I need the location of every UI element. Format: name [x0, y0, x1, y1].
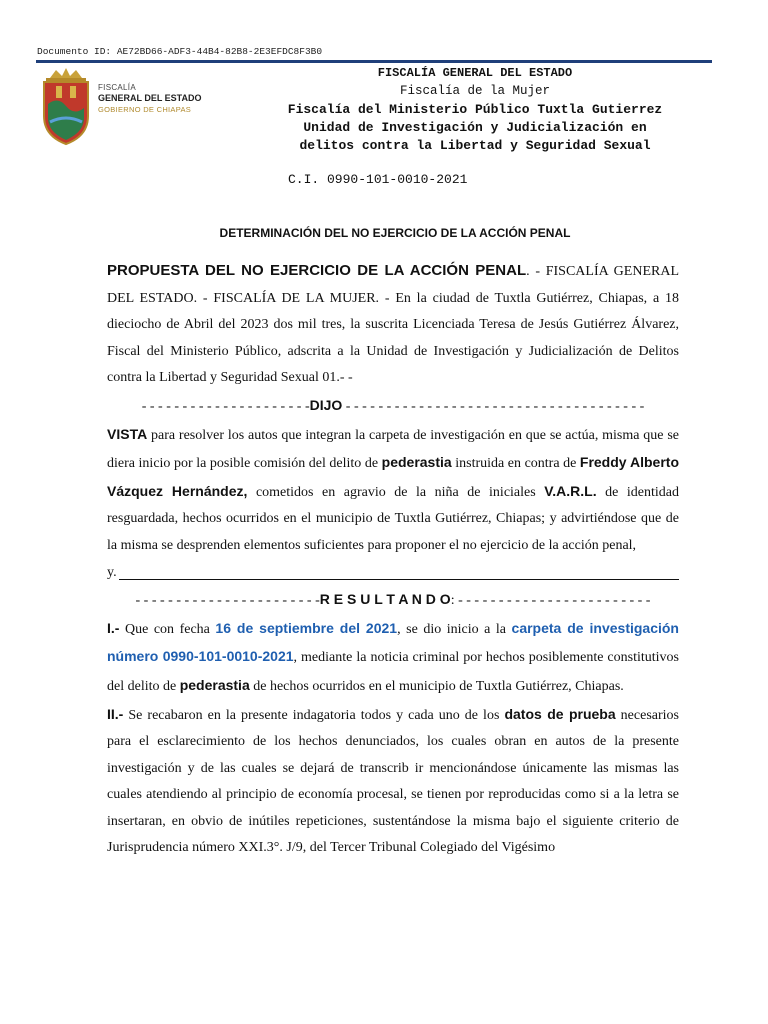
header-rule: [36, 60, 712, 63]
item-2-datos: datos de prueba: [504, 705, 616, 722]
item-1-text-2: , se dio inicio a la: [397, 621, 512, 637]
item-1-carpeta: carpeta de investigación número 0990-101-0010-2021: [107, 619, 679, 665]
resultando-dashes-left: - - - - - - - - - - - - - - - - - - - - - - -: [135, 593, 320, 609]
fiscalia-logo: [40, 66, 210, 146]
accused-name: Freddy Alberto Vázquez Hernández,: [107, 454, 679, 499]
resultando-divider: [107, 586, 679, 615]
case-number: C.I. 0990-101-0010-2021: [288, 172, 468, 187]
dijo-dashes-right: - - - - - - - - - - - - - - - - - - - - - - - - - - - - - - - - - - - - -: [342, 398, 645, 414]
item-1-text-3: , mediante la noticia criminal por hechos posiblemente constitutivos del delito de: [107, 650, 679, 694]
item-1-delito: pederastia: [179, 676, 250, 693]
header-line-5: delitos contra la Libertad y Seguridad Sexual: [299, 138, 651, 153]
header-line-3: Fiscalía del Ministerio Público Tuxtla Gutierrez: [287, 102, 663, 117]
item-1-number: I.-: [107, 619, 120, 636]
document-id: Documento ID: AE72BD66-ADF3-44B4-82B8-2E3EFDC8F3B0: [37, 46, 323, 57]
vista-text-1: para resolver los autos que integran la carpeta de investigación en que se actúa, misma que se diera inicio por la posible comisión del delito de: [107, 427, 679, 472]
item-2-number: II.-: [107, 705, 124, 722]
vista-text-2: instruida en contra de: [451, 456, 580, 472]
document-body: [107, 258, 679, 862]
header-line-4: Unidad de Investigación y Judicialización en: [303, 120, 647, 135]
dijo-divider: [107, 392, 679, 421]
vista-paragraph: [107, 421, 679, 560]
item-2-text-1: Se recabaron en la presente indagatoria todos y cada uno de los: [123, 707, 505, 723]
logo-line-1: FISCALÍA: [98, 83, 136, 92]
vista-text-4: de identidad resguardada, hechos ocurridos en el municipio de Tuxtla Gutiérrez, Chiapas; y advirtiéndose que de la misma se desprenden elementos suficientes para proponer el no ejercicio de la acción penal,: [107, 484, 680, 553]
item-2-paragraph: [107, 701, 679, 863]
vista-text-3: cometidos en agravio de la niña de iniciales: [247, 484, 545, 500]
item-1-paragraph: [107, 615, 679, 701]
header-block: [240, 101, 710, 155]
dijo-label: DIJO: [309, 396, 343, 413]
dijo-dashes-left: - - - - - - - - - - - - - - - - - - - - -: [141, 398, 310, 414]
header-line-2: Fiscalía de la Mujer: [399, 84, 551, 98]
item-1-text-1: Que con fecha: [119, 621, 216, 637]
header-line-1: FISCALÍA GENERAL DEL ESTADO: [377, 66, 573, 80]
logo-line-2: GENERAL DEL ESTADO: [98, 93, 202, 103]
resultando-label: R E S U L T A N D O: [319, 591, 451, 608]
resultando-dashes-right: : - - - - - - - - - - - - - - - - - - - - - - - -: [450, 593, 651, 609]
intro-heading: PROPUESTA DEL NO EJERCICIO DE LA ACCIÓN PENAL: [107, 262, 527, 279]
victim-initials: V.A.R.L.: [544, 482, 597, 499]
document-title: DETERMINACIÓN DEL NO EJERCICIO DE LA ACCIÓN PENAL: [219, 226, 571, 240]
chiapas-shield-icon: [40, 66, 92, 146]
logo-line-3: GOBIERNO DE CHIAPAS: [98, 105, 192, 114]
vista-label: VISTA: [107, 425, 148, 442]
intro-paragraph: [107, 258, 679, 392]
item-1-date: 16 de septiembre del 2021: [215, 619, 398, 636]
y-line: [107, 560, 679, 587]
item-1-text-4: de hechos ocurridos en el municipio de Tuxtla Gutiérrez, Chiapas.: [249, 678, 624, 694]
y-text: y.: [107, 564, 117, 580]
vista-delito: pederastia: [381, 454, 452, 471]
underline-rule: [119, 563, 679, 580]
intro-text: . - FISCALÍA GENERAL DEL ESTADO. - FISCALÍA DE LA MUJER. - En la ciudad de Tuxtla Gutiérrez, Chiapas, a 18 dieciocho de Abril del 2023 dos mil tres, la suscrita Licenciada Teresa de Jesús Gutiérrez Álvarez, Fiscal del Ministerio Público, adscrita a la Unidad de Investigación y Judicialización de Delitos contra la Libertad y Seguridad Sexual 01.- -: [107, 264, 679, 386]
item-2-text-2: necesarios para el esclarecimiento de los hechos denunciados, los cuales obran en autos de la presente investigación y de las cuales se dejará de transcrib ir mencionándose únicamente las mismas las cuales atendiendo al principio de economía procesal, se tienen por reproducidas como si a la letra se insertaran, en obvio de inútiles repeticiones, sustentándose la misma bajo el siguiente criterio de Jurisprudencia número XXI.3°. J/9, del Tercer Tribunal Colegiado del Vigésimo: [107, 707, 679, 856]
